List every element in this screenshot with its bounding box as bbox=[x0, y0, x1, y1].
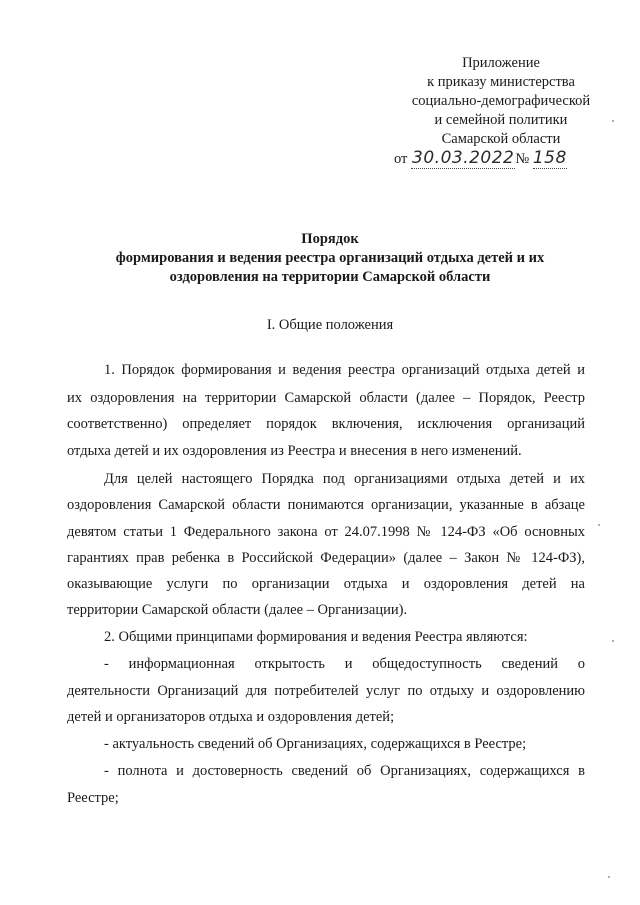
scan-speck bbox=[612, 640, 614, 642]
title-line-2: формирования и ведения реестра организаций отдыха детей и их bbox=[115, 250, 545, 266]
body-line: отдыха детей и их оздоровления из Реестра и внесения в него изменений. bbox=[67, 443, 522, 459]
appendix-date-line bbox=[376, 149, 626, 169]
date-prefix: от bbox=[394, 151, 408, 167]
scan-speck bbox=[612, 120, 614, 122]
body-line: деятельности Организаций для потребителей услуг по отдыху и оздоровлению bbox=[67, 683, 585, 699]
appendix-title: Приложение bbox=[462, 55, 540, 71]
body-line: соответственно) определяет порядок включения, исключения организаций bbox=[67, 416, 585, 432]
title-line-1: Порядок bbox=[301, 231, 359, 247]
section-heading: I. Общие положения bbox=[266, 317, 394, 333]
scan-speck bbox=[608, 876, 610, 878]
body-line: оздоровления Самарской области понимаются организации, указанные в абзаце bbox=[67, 497, 585, 513]
appendix-order-line: к приказу министерства bbox=[427, 74, 575, 90]
body-line: 1. Порядок формирования и ведения реестра организаций отдыха детей и bbox=[104, 362, 585, 378]
body-line: - полнота и достоверность сведений об Организациях, содержащихся в bbox=[104, 763, 585, 779]
body-line: их оздоровления на территории Самарской области (далее – Порядок, Реестр bbox=[67, 390, 585, 406]
handwritten-number: 158 bbox=[532, 148, 567, 168]
body-line: оказывающие услуги по организации отдыха и оздоровления детей на bbox=[67, 576, 585, 592]
body-line: - информационная открытость и общедоступность сведений о bbox=[104, 656, 585, 672]
body-line: Реестре; bbox=[67, 790, 119, 806]
appendix-region-line: Самарской области bbox=[441, 131, 561, 147]
body-line: 2. Общими принципами формирования и ведения Реестра являются: bbox=[104, 629, 528, 645]
body-line: Для целей настоящего Порядка под организациями отдыха детей и их bbox=[104, 471, 585, 487]
handwritten-date: 30.03.2022 bbox=[412, 148, 515, 168]
body-line: территории Самарской области (далее – Организации). bbox=[67, 602, 408, 618]
title-line-3: оздоровления на территории Самарской области bbox=[169, 269, 491, 285]
appendix-block bbox=[376, 54, 626, 169]
body-line: гарантиях прав ребенка в Российской Федерации» (далее – Закон № 124-ФЗ), bbox=[67, 550, 585, 566]
appendix-policy-line: и семейной политики bbox=[434, 112, 568, 128]
body-line: - актуальность сведений об Организациях, содержащихся в Реестре; bbox=[104, 736, 527, 752]
scan-speck bbox=[598, 524, 600, 526]
document-title bbox=[60, 230, 600, 287]
body-line: детей и организаторов отдыха и оздоровления детей; bbox=[67, 709, 395, 725]
body-line: девятом статьи 1 Федерального закона от 24.07.1998 № 124-ФЗ «Об основных bbox=[67, 524, 585, 540]
number-sign: № bbox=[515, 151, 530, 167]
appendix-ministry-line: социально-демографической bbox=[411, 93, 591, 109]
